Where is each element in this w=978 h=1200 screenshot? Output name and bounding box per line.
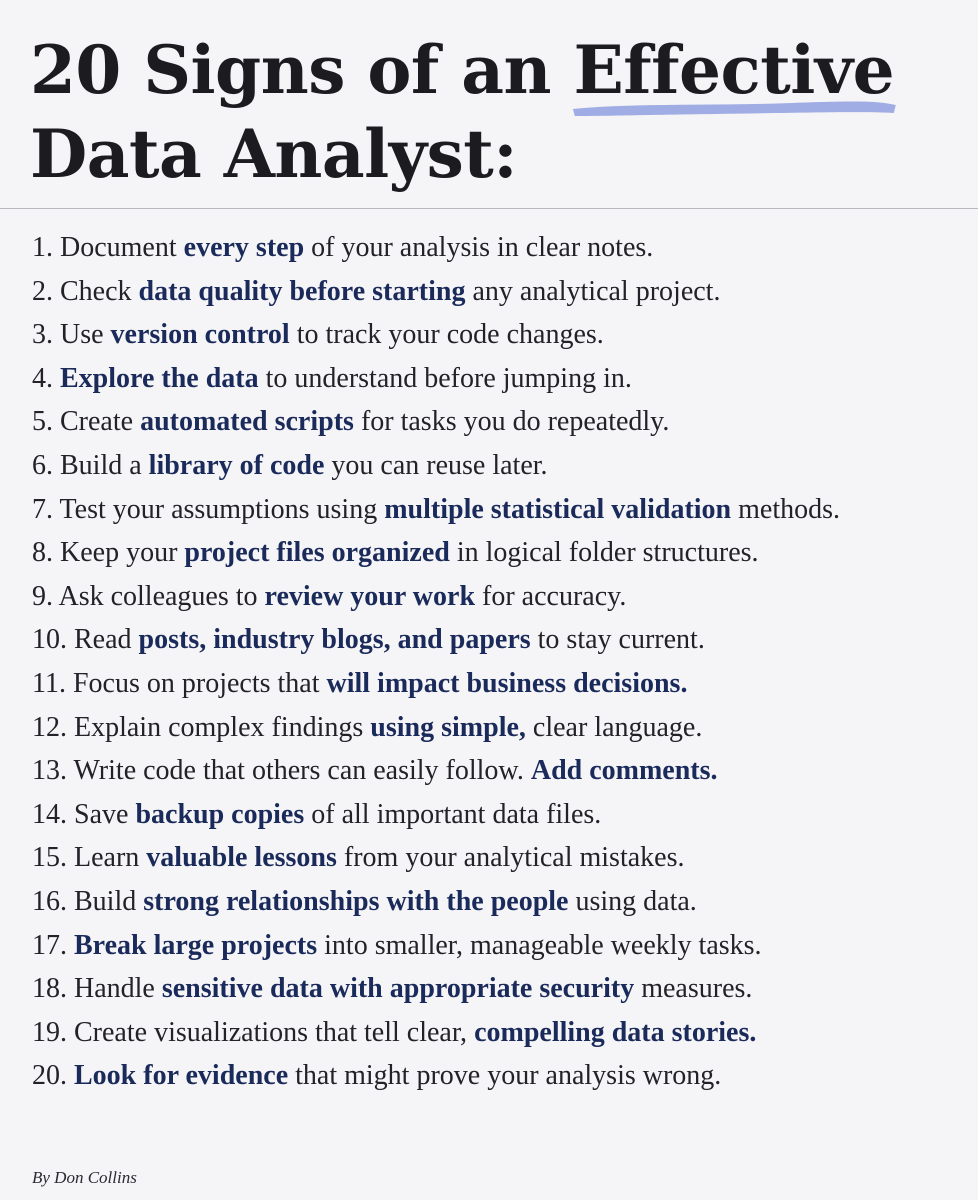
item-emphasis: Explore the data	[60, 362, 259, 394]
list-item	[32, 793, 952, 837]
item-number: 20.	[32, 1060, 67, 1092]
title-divider	[0, 208, 978, 209]
item-emphasis: using simple,	[370, 711, 526, 743]
item-emphasis: Look for evidence	[74, 1060, 289, 1092]
item-text: Build	[74, 885, 144, 917]
item-emphasis: every step	[183, 232, 305, 263]
item-number: 18.	[32, 973, 67, 1005]
item-emphasis: sensitive data with appropriate security	[161, 973, 635, 1005]
item-emphasis: backup copies	[135, 798, 305, 830]
item-emphasis: library of code	[148, 449, 325, 481]
item-text: Build a	[60, 449, 149, 481]
list-item	[32, 880, 952, 924]
item-text: of all important data files.	[304, 798, 602, 830]
item-emphasis: will impact business decisions.	[326, 667, 688, 699]
list-item	[32, 400, 952, 444]
item-text: methods.	[731, 493, 841, 525]
item-text: Handle	[74, 973, 162, 1005]
signs-list	[32, 226, 952, 1098]
list-item	[32, 226, 952, 270]
item-text: to track your code changes.	[289, 319, 604, 351]
item-text: Ask colleagues to	[58, 580, 265, 612]
list-item	[32, 662, 952, 706]
item-number: 9.	[32, 580, 53, 612]
item-text: of your analysis in clear notes.	[304, 232, 654, 263]
item-number: 17.	[32, 929, 67, 961]
item-text: from your analytical mistakes.	[336, 842, 685, 874]
item-number: 6.	[32, 449, 53, 481]
item-text: Create visualizations that tell clear,	[74, 1016, 475, 1048]
item-text: Write code that others can easily follow.	[73, 755, 531, 787]
item-text: for accuracy.	[475, 580, 627, 612]
list-item	[32, 531, 952, 575]
item-emphasis: review your work	[264, 580, 476, 612]
list-item	[32, 1011, 952, 1055]
item-number: 1.	[32, 232, 53, 263]
title-line-1	[30, 28, 894, 112]
list-item	[32, 967, 952, 1011]
item-emphasis: Break large projects	[74, 929, 318, 961]
item-number: 13.	[32, 755, 67, 787]
item-text: Create	[60, 406, 141, 438]
list-item	[32, 444, 952, 488]
item-number: 10.	[32, 624, 67, 656]
item-number: 5.	[32, 406, 53, 438]
item-text: Focus on projects that	[72, 667, 327, 699]
item-number: 19.	[32, 1016, 67, 1048]
item-number: 11.	[32, 667, 66, 699]
title-line-2: Data Analyst:	[30, 115, 518, 193]
title-highlight-word: Effective	[573, 31, 895, 109]
item-emphasis: data quality before starting	[138, 275, 466, 307]
item-emphasis: version control	[110, 319, 290, 351]
list-item	[32, 749, 952, 793]
item-number: 3.	[32, 319, 53, 351]
item-number: 12.	[32, 711, 67, 743]
item-emphasis: valuable lessons	[146, 842, 337, 874]
item-emphasis: project files organized	[184, 537, 450, 569]
item-text: using data.	[568, 885, 697, 917]
item-text: Read	[74, 624, 139, 656]
item-number: 14.	[32, 798, 67, 830]
item-text: to understand before jumping in.	[258, 362, 632, 394]
item-text: you can reuse later.	[324, 449, 548, 481]
item-emphasis: Add comments.	[530, 755, 718, 787]
item-text: clear language.	[525, 711, 703, 743]
item-text: Explain complex findings	[74, 711, 371, 743]
item-text: measures.	[634, 973, 753, 1005]
list-item	[32, 836, 952, 880]
item-text: any analytical project.	[465, 275, 721, 307]
item-text: in logical folder structures.	[449, 537, 759, 569]
item-text: Test your assumptions using	[59, 493, 385, 525]
page-title	[30, 28, 894, 196]
list-item	[32, 924, 952, 968]
item-number: 2.	[32, 275, 53, 307]
list-item	[32, 1054, 952, 1098]
item-text: into smaller, manageable weekly tasks.	[317, 929, 762, 961]
list-item	[32, 618, 952, 662]
list-item	[32, 575, 952, 619]
list-item	[32, 357, 952, 401]
item-emphasis: posts, industry blogs, and papers	[138, 624, 531, 656]
item-emphasis: automated scripts	[140, 406, 354, 438]
item-text: Document	[60, 232, 184, 263]
item-number: 7.	[32, 493, 53, 525]
item-emphasis: multiple statistical validation	[384, 493, 732, 525]
item-text: to stay current.	[530, 624, 705, 656]
item-number: 16.	[32, 885, 67, 917]
list-item	[32, 313, 952, 357]
item-number: 8.	[32, 537, 53, 569]
item-text: Save	[74, 798, 136, 830]
item-text: Check	[60, 275, 139, 307]
item-text: Keep your	[60, 537, 185, 569]
item-text: Learn	[74, 842, 147, 874]
list-item	[32, 488, 952, 532]
item-emphasis: strong relationships with the people	[143, 885, 569, 917]
item-text: that might prove your analysis wrong.	[288, 1060, 722, 1092]
byline: By Don Collins	[32, 1168, 137, 1187]
title-prefix: 20 Signs of an	[30, 31, 574, 109]
item-number: 4.	[32, 362, 53, 394]
list-item	[32, 270, 952, 314]
item-number: 15.	[32, 842, 67, 874]
title-highlight	[573, 28, 894, 112]
item-emphasis: compelling data stories.	[474, 1016, 757, 1048]
list-item	[32, 706, 952, 750]
item-text: Use	[60, 319, 111, 351]
item-text: for tasks you do repeatedly.	[353, 406, 670, 438]
